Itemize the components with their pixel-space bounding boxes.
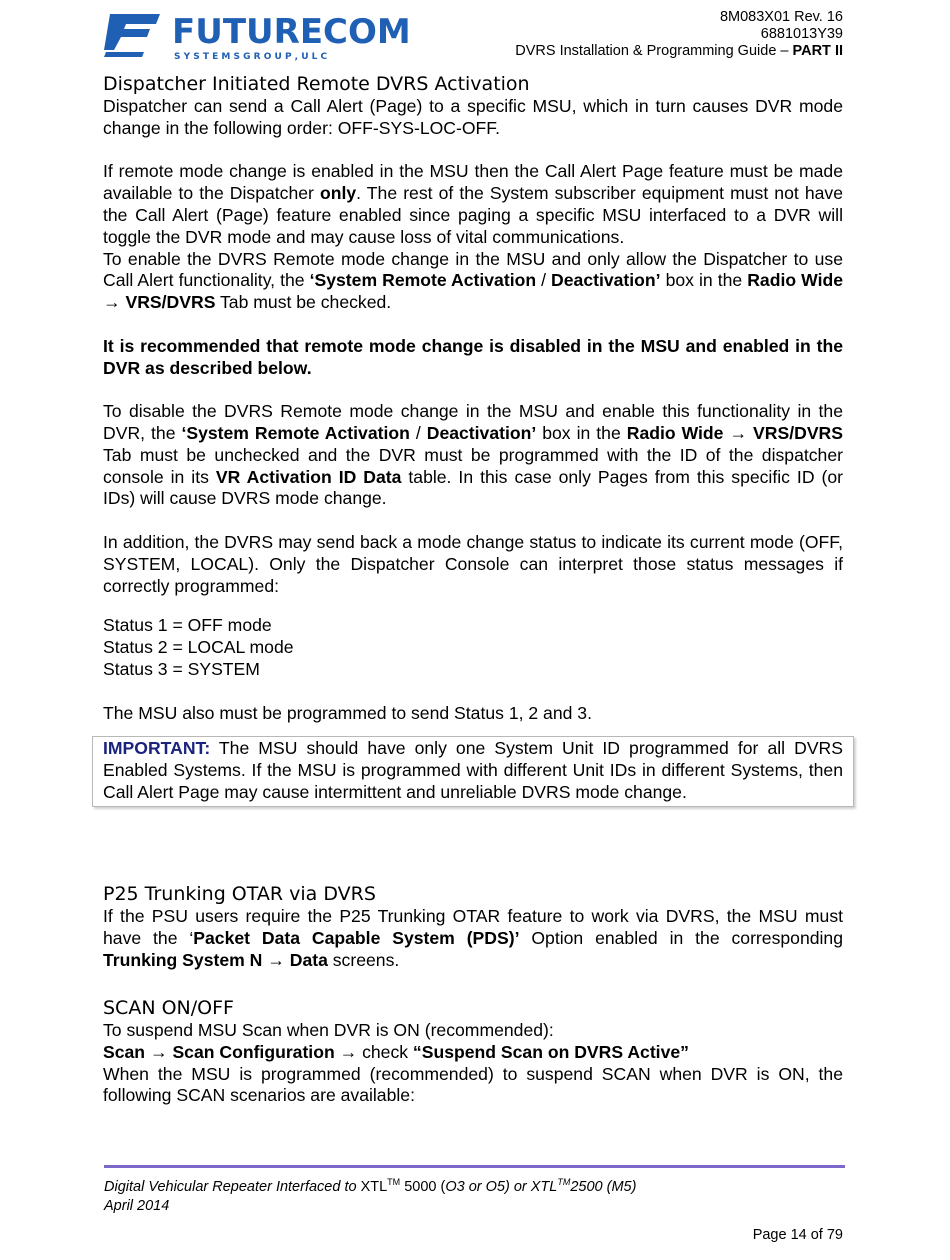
footer-date: April 2014 [104, 1197, 170, 1214]
scan-instruction: Scan → Scan Configuration → check “Suspend Scan on DVRS Active” [103, 1041, 689, 1062]
paragraph: In addition, the DVRS may send back a mode change status to indicate its current mode (OFF, SYSTEM, LOCAL). Only the Dispatcher Console can interpret those status messages if correctly programmed: [103, 531, 843, 596]
section-scan [103, 996, 843, 1107]
section-otar [103, 882, 843, 971]
section-heading: SCAN ON/OFF [103, 997, 234, 1019]
doc-part-number: 6881013Y39 [760, 26, 843, 42]
important-label: IMPORTANT: [103, 738, 211, 759]
status-line: Status 1 = OFF mode [103, 615, 272, 636]
status-line: Status 3 = SYSTEM [103, 658, 260, 679]
futurecom-logo [104, 10, 416, 62]
status-line: Status 2 = LOCAL mode [103, 637, 294, 658]
paragraph: If the PSU users require the P25 Trunking OTAR feature to work via DVRS, the MSU must have the ‘Packet Data Capable System (PDS)’ Option enabled in the corresponding Trunking System N → Data screens. [103, 906, 843, 970]
paragraph: Dispatcher can send a Call Alert (Page) to a specific MSU, which in turn causes DVR mode change in the following order: OFF-SYS-LOC-OFF. [103, 96, 843, 138]
footer-product: Digital Vehicular Repeater Interfaced to XTL™ 5000 (O3 or O5) or XTL™2500 (M5) [104, 1177, 637, 1195]
paragraph: To disable the DVRS Remote mode change in the MSU and enable this functionality in the DVR, the ‘System Remote Activation / Deactivation’ box in the Radio Wide → VRS/DVRS Tab must be unchecked and the DVR must be programmed with the ID of the dispatcher console in its VR Activation ID Data table. In this case only Pages from this specific ID (or IDs) will cause DVRS mode change. [103, 401, 844, 509]
important-note: IMPORTANT: The MSU should have only one System Unit ID programmed for all DVRS Enabled Systems. If the MSU is programmed with different Unit IDs in different Systems, then Call Alert Page may cause intermittent and unreliable DVRS mode change. [92, 736, 854, 806]
recommendation: It is recommended that remote mode change is disabled in the MSU and enabled in the DVR as described below. [103, 335, 843, 378]
logo-brand: FUTURECOM [172, 12, 411, 52]
section-heading: P25 Trunking OTAR via DVRS [103, 883, 376, 905]
paragraph: If remote mode change is enabled in the MSU then the Call Alert Page feature must be made available to the Dispatcher only. The rest of the System subscriber equipment must not have the Call Alert (Page) feature enabled since paging a specific MSU interfaced to a DVR will toggle the DVR mode and may cause loss of vital communications. [103, 161, 843, 247]
section-heading: Dispatcher Initiated Remote DVRS Activation [103, 73, 530, 95]
page-number: Page 14 of 79 [752, 1227, 843, 1243]
footer-divider [104, 1165, 845, 1168]
doc-title: DVRS Installation & Programming Guide – PART II [515, 43, 843, 59]
paragraph: The MSU also must be programmed to send Status 1, 2 and 3. [103, 702, 592, 723]
paragraph: To suspend MSU Scan when DVR is ON (recommended): [103, 1020, 554, 1040]
logo-tagline: S Y S T E M S G R O U P , U L C [174, 52, 328, 62]
footer [104, 1173, 636, 1216]
doc-number: 8M083X01 Rev. 16 [719, 9, 843, 25]
section-remote-activation [103, 72, 843, 807]
paragraph: When the MSU is programmed (recommended) to suspend SCAN when DVR is ON, the following SCAN scenarios are available: [103, 1063, 843, 1106]
paragraph: To enable the DVRS Remote mode change in the MSU and only allow the Dispatcher to use Call Alert functionality, the ‘System Remote Activation / Deactivation’ box in the Radio Wide → VRS/DVRS Tab must be checked. [103, 248, 843, 313]
